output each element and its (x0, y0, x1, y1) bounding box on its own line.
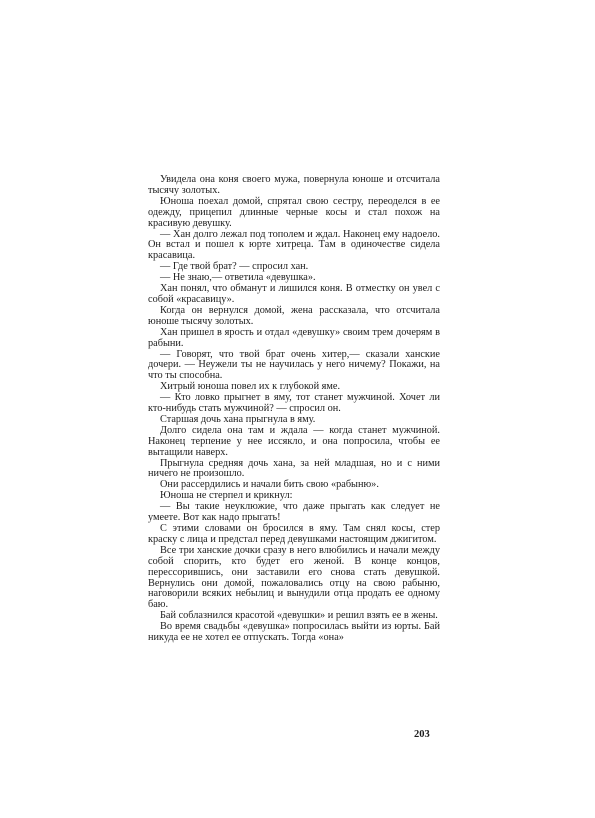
paragraph: Прыгнула средняя дочь хана, за ней младшая, но и с ними ничего не произошло. (148, 457, 440, 480)
paragraph: С этими словами он бросился в яму. Там снял косы, стер краску с лица и предстал перед девушками настоящим джигитом. (148, 523, 440, 545)
paragraph: Долго сидела она там и ждала — когда станет мужчиной. Наконец терпение у нее иссякло, и она попросила, чтобы ее вытащили наверх. (148, 424, 440, 458)
paragraph: — Не знаю,— ответила «девушка». (160, 272, 316, 284)
paragraph: Все три ханские дочки сразу в него влюбились и начали между собой спорить, кто будет его женой. В конце концов, перессорившись, они заставили его снова стать девушкой. Вернулись они домой, пожаловались отцу на свою рабыню, наговорили всяких небылиц и вынудили отца продать ее одному баю. (148, 544, 440, 611)
paragraph: Они рассердились и начали бить свою «рабыню». (160, 479, 379, 491)
paragraph: Когда он вернулся домой, жена рассказала, что отсчитала юноше тысячу золотых. (148, 304, 440, 327)
body-text (148, 175, 440, 644)
paragraph: Хитрый юноша повел их к глубокой яме. (160, 381, 341, 393)
paragraph: — Вы такие неуклюжие, что даже прыгать как следует не умеете. Вот как надо прыгать! (148, 501, 440, 524)
page-number: 203 (414, 729, 430, 740)
paragraph: — Хан долго лежал под тополем и ждал. Наконец ему надоело. Он встал и пошел к юрте хитреца. Там в одиночестве сидела красавица. (148, 228, 440, 262)
paragraph: — Говорят, что твой брат очень хитер,— сказали ханские дочери. — Неужели ты не научилась у него ничему? Покажи, на что ты способна. (148, 348, 440, 382)
paragraph: Увидела она коня своего мужа, повернула юноше и отсчитала тысячу золотых. (148, 174, 440, 196)
paragraph: — Где твой брат? — спросил хан. (160, 261, 309, 273)
paragraph: Бай соблазнился красотой «девушки» и решил взять ее в жены. (160, 610, 438, 622)
paragraph: Старшая дочь хана прыгнула в яму. (160, 413, 316, 425)
paragraph: Хан понял, что обманут и лишился коня. В отместку он увел с собой «красавицу». (148, 283, 440, 305)
paragraph: Юноша не стерпел и крикнул: (160, 490, 293, 502)
paragraph: — Кто ловко прыгнет в яму, тот станет мужчиной. Хочет ли кто-нибудь стать мужчиной? — спросил он. (148, 392, 440, 415)
paragraph: Во время свадьбы «девушка» попросилась выйти из юрты. Бай никуда ее не хотел ее отпускать. Тогда «она» (148, 621, 440, 644)
paragraph: Хан пришел в ярость и отдал «девушку» своим трем дочерям в рабыни. (148, 326, 440, 349)
paragraph: Юноша поехал домой, спрятал свою сестру, переоделся в ее одежду, прицепил длинные черные косы и стал похож на красивую девушку. (148, 195, 440, 229)
